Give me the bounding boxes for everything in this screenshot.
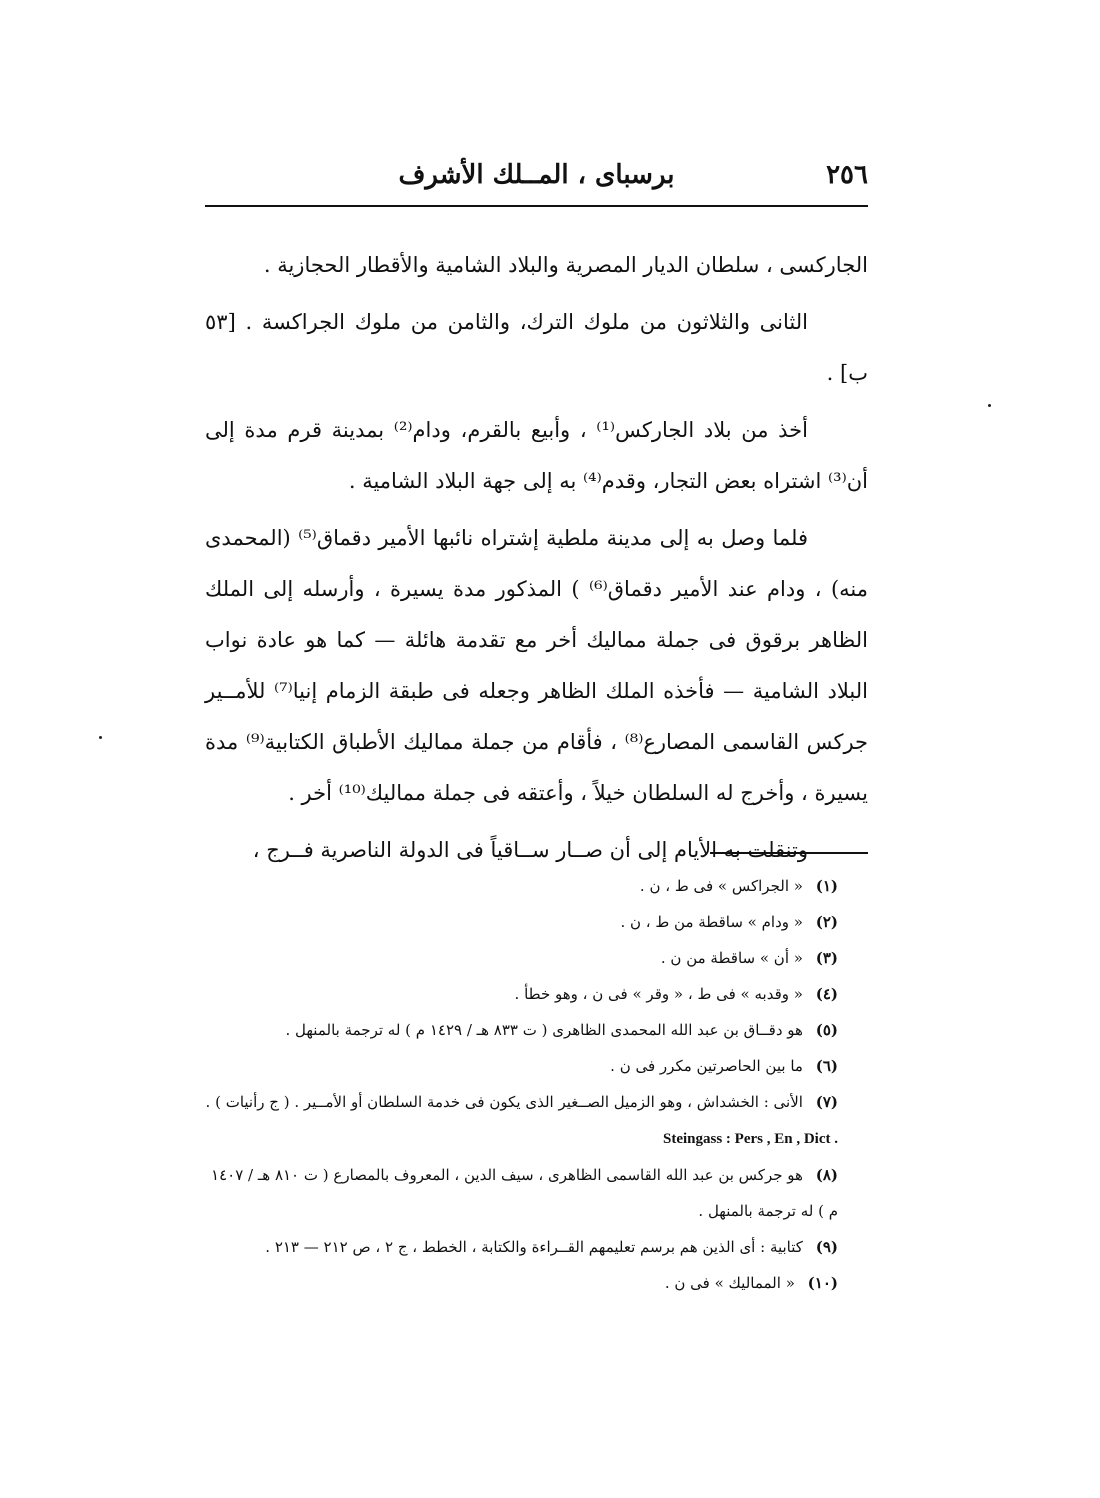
footnote-text: « ودام » ساقطة من ط ، ن . [620, 913, 803, 931]
footnote-number: (٤) [815, 985, 838, 1003]
scan-speck [99, 736, 102, 739]
footnote-number: (٦) [815, 1057, 838, 1075]
footnote-number: (٥) [815, 1021, 838, 1039]
footnote [205, 1048, 838, 1084]
footnote-text: كتابية : أى الذين هم برسم تعليمهم القــراءة والكتابة ، الخطط ، ج ٢ ، ص ٢١٢ — ٢١٣ . [265, 1238, 803, 1256]
footnote-latin-reference: Steingass : Pers , En , Dict . [663, 1131, 838, 1147]
footnote [205, 1265, 838, 1301]
footnote [205, 976, 838, 1012]
footnote [205, 1157, 838, 1229]
footnote-number: (٨) [815, 1166, 838, 1184]
footnote [205, 904, 838, 940]
footnote-text: « وقدبه » فى ط ، « وقر » فى ن ، وهو خطأ . [514, 985, 803, 1003]
page-header [205, 160, 868, 202]
scan-speck [988, 404, 991, 407]
footnote-number: (٣) [815, 949, 838, 967]
paragraph: الجاركسى ، سلطان الديار المصرية والبلاد الشامية والأقطار الحجازية . [263, 253, 868, 277]
footnote-text: هو دقــاق بن عبد الله المحمدى الظاهرى ( ت ٨٣٣ هـ / ١٤٢٩ م ) له ترجمة بالمنهل . [285, 1021, 803, 1039]
main-text [205, 240, 868, 882]
footnote [205, 1084, 838, 1157]
footnote [205, 1229, 838, 1265]
footnote-number: (٩) [815, 1238, 838, 1256]
footnote-rule [710, 852, 868, 854]
footnote [205, 1012, 838, 1048]
footnote-text: « المماليك » فى ن . [664, 1274, 795, 1292]
running-title: برسباى ، المــلك الأشرف [398, 160, 675, 190]
footnote-number: (١٠) [807, 1274, 838, 1292]
footnote-text: « أن » ساقطة من ن . [660, 949, 803, 967]
paragraph: أخذ من بلاد الجاركس⁽¹⁾ ، وأبيع بالقرم، ودام⁽²⁾ بمدينة قرم مدة إلى أن⁽³⁾ اشتراه بعض التجار، وقدم⁽⁴⁾ به إلى جهة البلاد الشامية . [205, 418, 868, 493]
footnote [205, 940, 838, 976]
footnote-text: الأنى : الخشداش ، وهو الزميل الصــغير الذى يكون فى خدمة السلطان أو الأمــير . ( ج رأنيات ) . [205, 1093, 803, 1111]
footnote-number: (١) [815, 877, 838, 895]
paragraph: الثانى والثلاثون من ملوك الترك، والثامن من ملوك الجراكسة . [٥٣ ب] . [205, 310, 868, 385]
paragraph: وتنقلت به الأيام إلى أن صــار ســاقياً فى الدولة الناصرية فــرج ، [252, 838, 808, 862]
footnote-number: (٧) [815, 1093, 838, 1111]
page-number: ٢٥٦ [826, 160, 868, 190]
footnotes [205, 868, 838, 1301]
paragraph: فلما وصل به إلى مدينة ملطية إشتراه نائبها الأمير دقماق⁽⁵⁾ (المحمدى منه) ، ودام عند الأمير دقماق⁽⁶⁾ ) المذكور مدة يسيرة ، وأرسله إلى الملك الظاهر برقوق فى جملة مماليك أخر مع تقدمة هائلة — كما هو عادة نواب البلاد الشامية — فأخذه الملك الظاهر وجعله فى طبقة الزمام إنيا⁽⁷⁾ للأمــير جركس القاسمى المصارع⁽⁸⁾ ، فأقام من جملة مماليك الأطباق الكتابية⁽⁹⁾ مدة يسيرة ، وأخرج له السلطان خيلاً ، وأعتقه فى جملة مماليك⁽¹⁰⁾ أخر . [205, 526, 869, 805]
footnote-number: (٢) [815, 913, 838, 931]
header-rule [205, 205, 868, 207]
footnote-text: « الجراكس » فى ط ، ن . [639, 877, 803, 895]
footnote-text: هو جركس بن عبد الله القاسمى الظاهرى ، سيف الدين ، المعروف بالمصارع ( ت ٨١٠ هـ / ١٤٠٧ م ) له ترجمة بالمنهل . [211, 1166, 838, 1220]
footnote-text: ما بين الحاصرتين مكرر فى ن . [610, 1057, 803, 1075]
footnote [205, 868, 838, 904]
